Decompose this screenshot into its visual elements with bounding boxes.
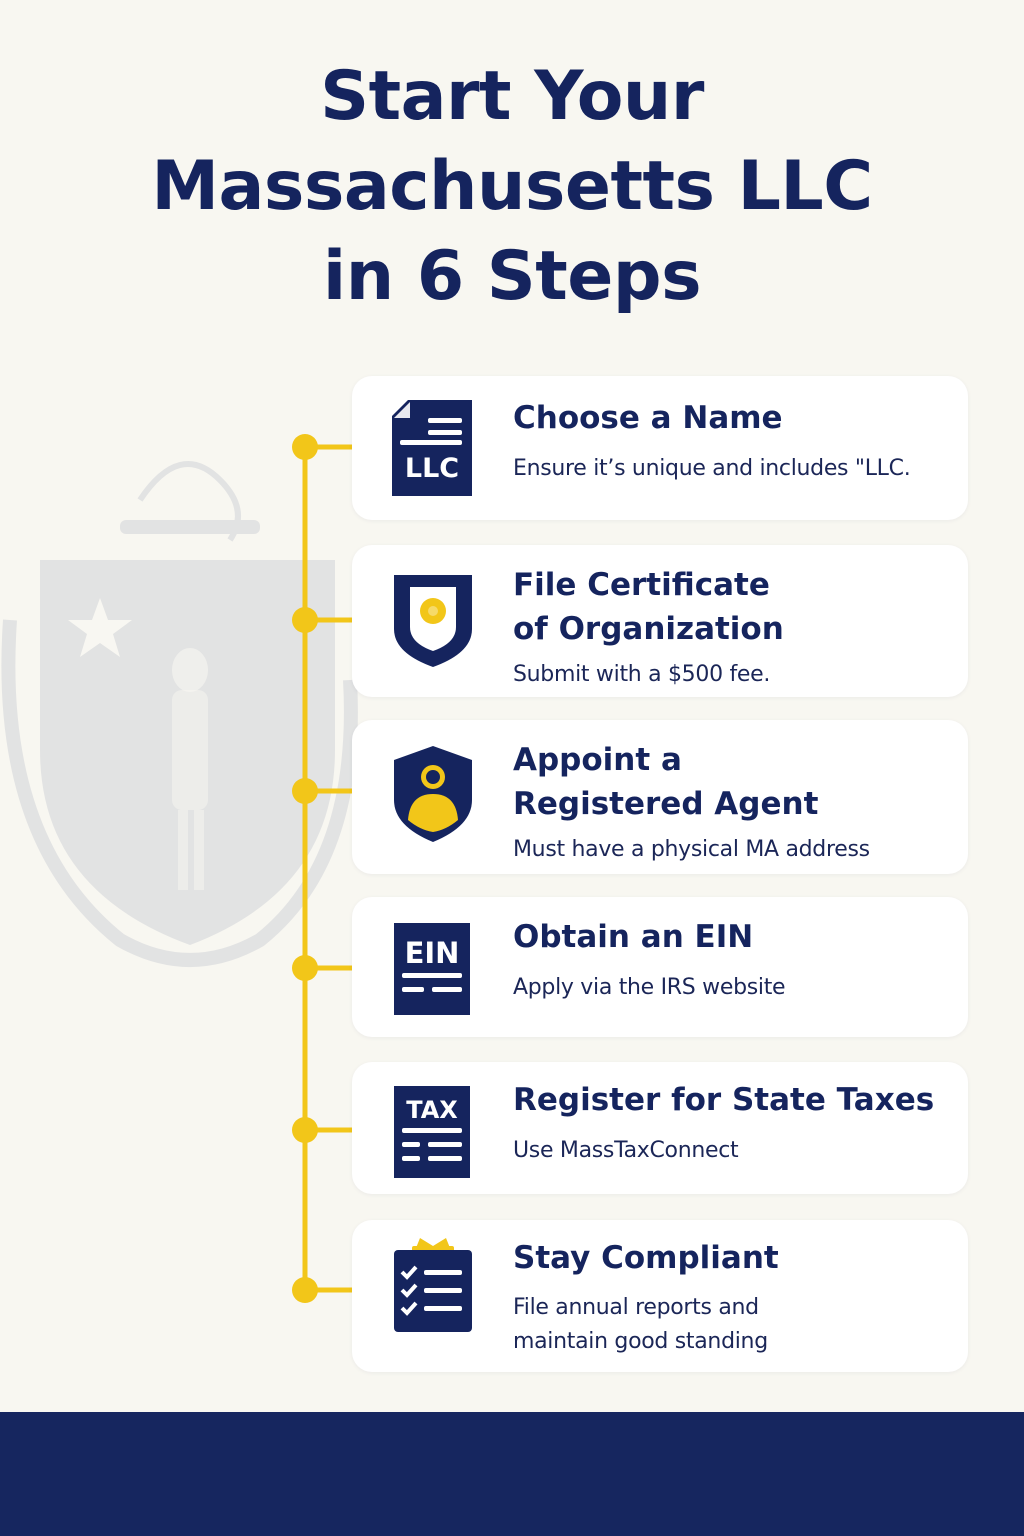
step-description: Apply via the IRS website — [513, 975, 786, 1000]
shield-seal-icon — [390, 571, 476, 671]
step-description-line: File annual reports and — [513, 1295, 759, 1320]
step-description: Submit with a $500 fee. — [513, 662, 771, 687]
step-card-obtain-ein — [352, 897, 968, 1037]
step-title-line: File Certificate — [513, 567, 770, 603]
clipboard-checklist-icon — [390, 1234, 476, 1334]
step-title: Choose a Name — [513, 400, 783, 436]
title-line-2: Massachusetts LLC — [151, 147, 873, 226]
title-line-3: in 6 Steps — [322, 237, 702, 316]
step-card-state-taxes — [352, 1062, 968, 1194]
step-description-line: maintain good standing — [513, 1329, 768, 1354]
step-description: Use MassTaxConnect — [513, 1138, 739, 1163]
step-title: Register for State Taxes — [513, 1082, 935, 1118]
footer-accent-underline — [0, 1412, 1024, 1536]
page-title — [0, 52, 1024, 322]
shield-person-icon — [390, 744, 476, 844]
ein-document-icon — [390, 919, 476, 1019]
step-card-stay-compliant — [352, 1220, 968, 1372]
svg-text:LLC: LLC — [404, 453, 460, 484]
step-title: Stay Compliant — [513, 1240, 779, 1276]
step-title — [513, 738, 958, 826]
step-title: Obtain an EIN — [513, 919, 754, 955]
document-llc-icon — [390, 398, 476, 498]
step-description: Must have a physical MA address — [513, 837, 870, 862]
step-card-choose-name — [352, 376, 968, 520]
timeline-dot — [292, 1117, 318, 1143]
step-title — [513, 563, 958, 651]
step-description: Ensure it’s unique and includes "LLC. — [513, 456, 911, 481]
step-title-line: Registered Agent — [513, 786, 819, 822]
step-title-line: of Organization — [513, 611, 784, 647]
svg-text:TAX: TAX — [406, 1096, 458, 1124]
svg-text:EIN: EIN — [404, 936, 460, 970]
timeline-dot — [292, 1277, 318, 1303]
step-card-file-certificate — [352, 545, 968, 697]
step-description — [513, 1291, 960, 1359]
title-line-1: Start Your — [320, 57, 704, 136]
step-title-line: Appoint a — [513, 742, 682, 778]
step-card-registered-agent — [352, 720, 968, 874]
massachusetts-seal-watermark — [0, 420, 360, 1000]
tax-document-icon — [390, 1082, 476, 1182]
